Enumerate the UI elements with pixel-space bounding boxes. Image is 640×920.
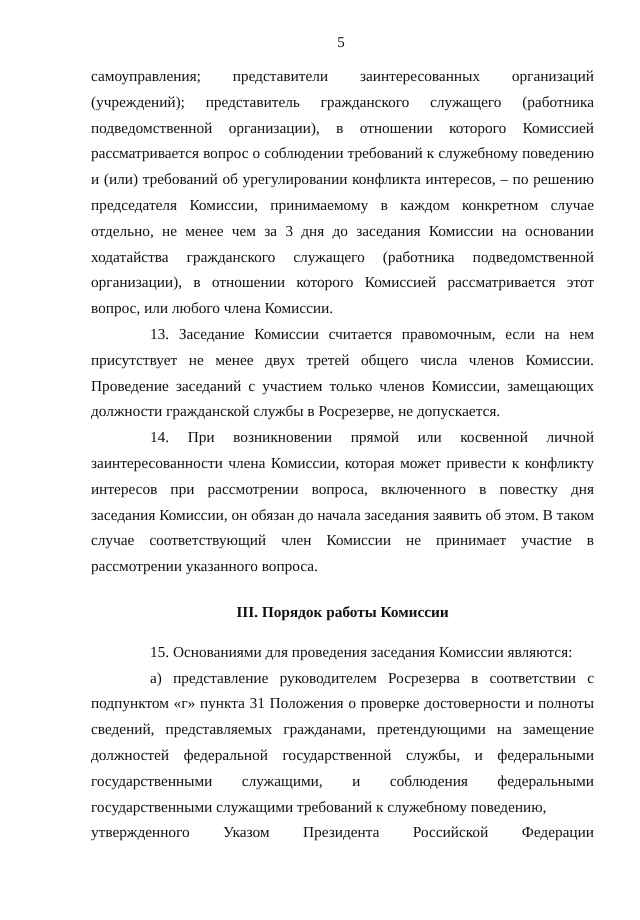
paragraph-15-a: а) представление руководителем Росрезерва в соответствии с подпунктом «г» пункта 31 Положения о проверке достоверности и полноты сведений, представляемых гражданами, претендующими на замещение должностей федеральной государственной службы, и федеральными государственными служащими, и соблюдения федеральными государственными служащими требований к служебному поведению, bbox=[91, 669, 594, 816]
paragraph-13: 13. Заседание Комиссии считается правомочным, если на нем присутствует не менее двух третей общего числа членов Комиссии. Проведение заседаний с участием только членов Комиссии, замещающих должности гражданской службы в Росрезерве, не допускается. bbox=[91, 325, 594, 421]
paragraph-continuation: самоуправления; представители заинтересованных организаций (учреждений); представитель гражданского служащего (работника подведомственной организации), в отношении которого Комиссией рассматривается вопрос о соблюдении требований к служебному поведению и (или) требований об урегулировании конфликта интересов, – по решению председателя Комиссии, принимаемому в каждом конкретном случае отдельно, не менее чем за 3 дня до заседания Комиссии на основании ходатайства гражданского служащего (работника подведомственной организации), в отношении которого Комиссией рассматривается этот вопрос, или любого члена Комиссии. bbox=[91, 68, 594, 318]
paragraph-15: 15. Основаниями для проведения заседания Комиссии являются: bbox=[150, 643, 573, 661]
page-number: 5 bbox=[337, 35, 345, 51]
section-heading: III. Порядок работы Комиссии bbox=[236, 603, 449, 621]
paragraph-14: 14. При возникновении прямой или косвенной личной заинтересованности члена Комиссии, которая может привести к конфликту интересов при рассмотрении вопроса, включенного в повестку дня заседания Комиссии, он обязан до начала заседания заявить об этом. В таком случае соответствующий член Комиссии не принимает участие в рассмотрении указанного вопроса. bbox=[91, 429, 594, 576]
paragraph-final-line: утвержденного Указом Президента Российской Федерации bbox=[91, 824, 594, 842]
document-body bbox=[91, 64, 594, 846]
